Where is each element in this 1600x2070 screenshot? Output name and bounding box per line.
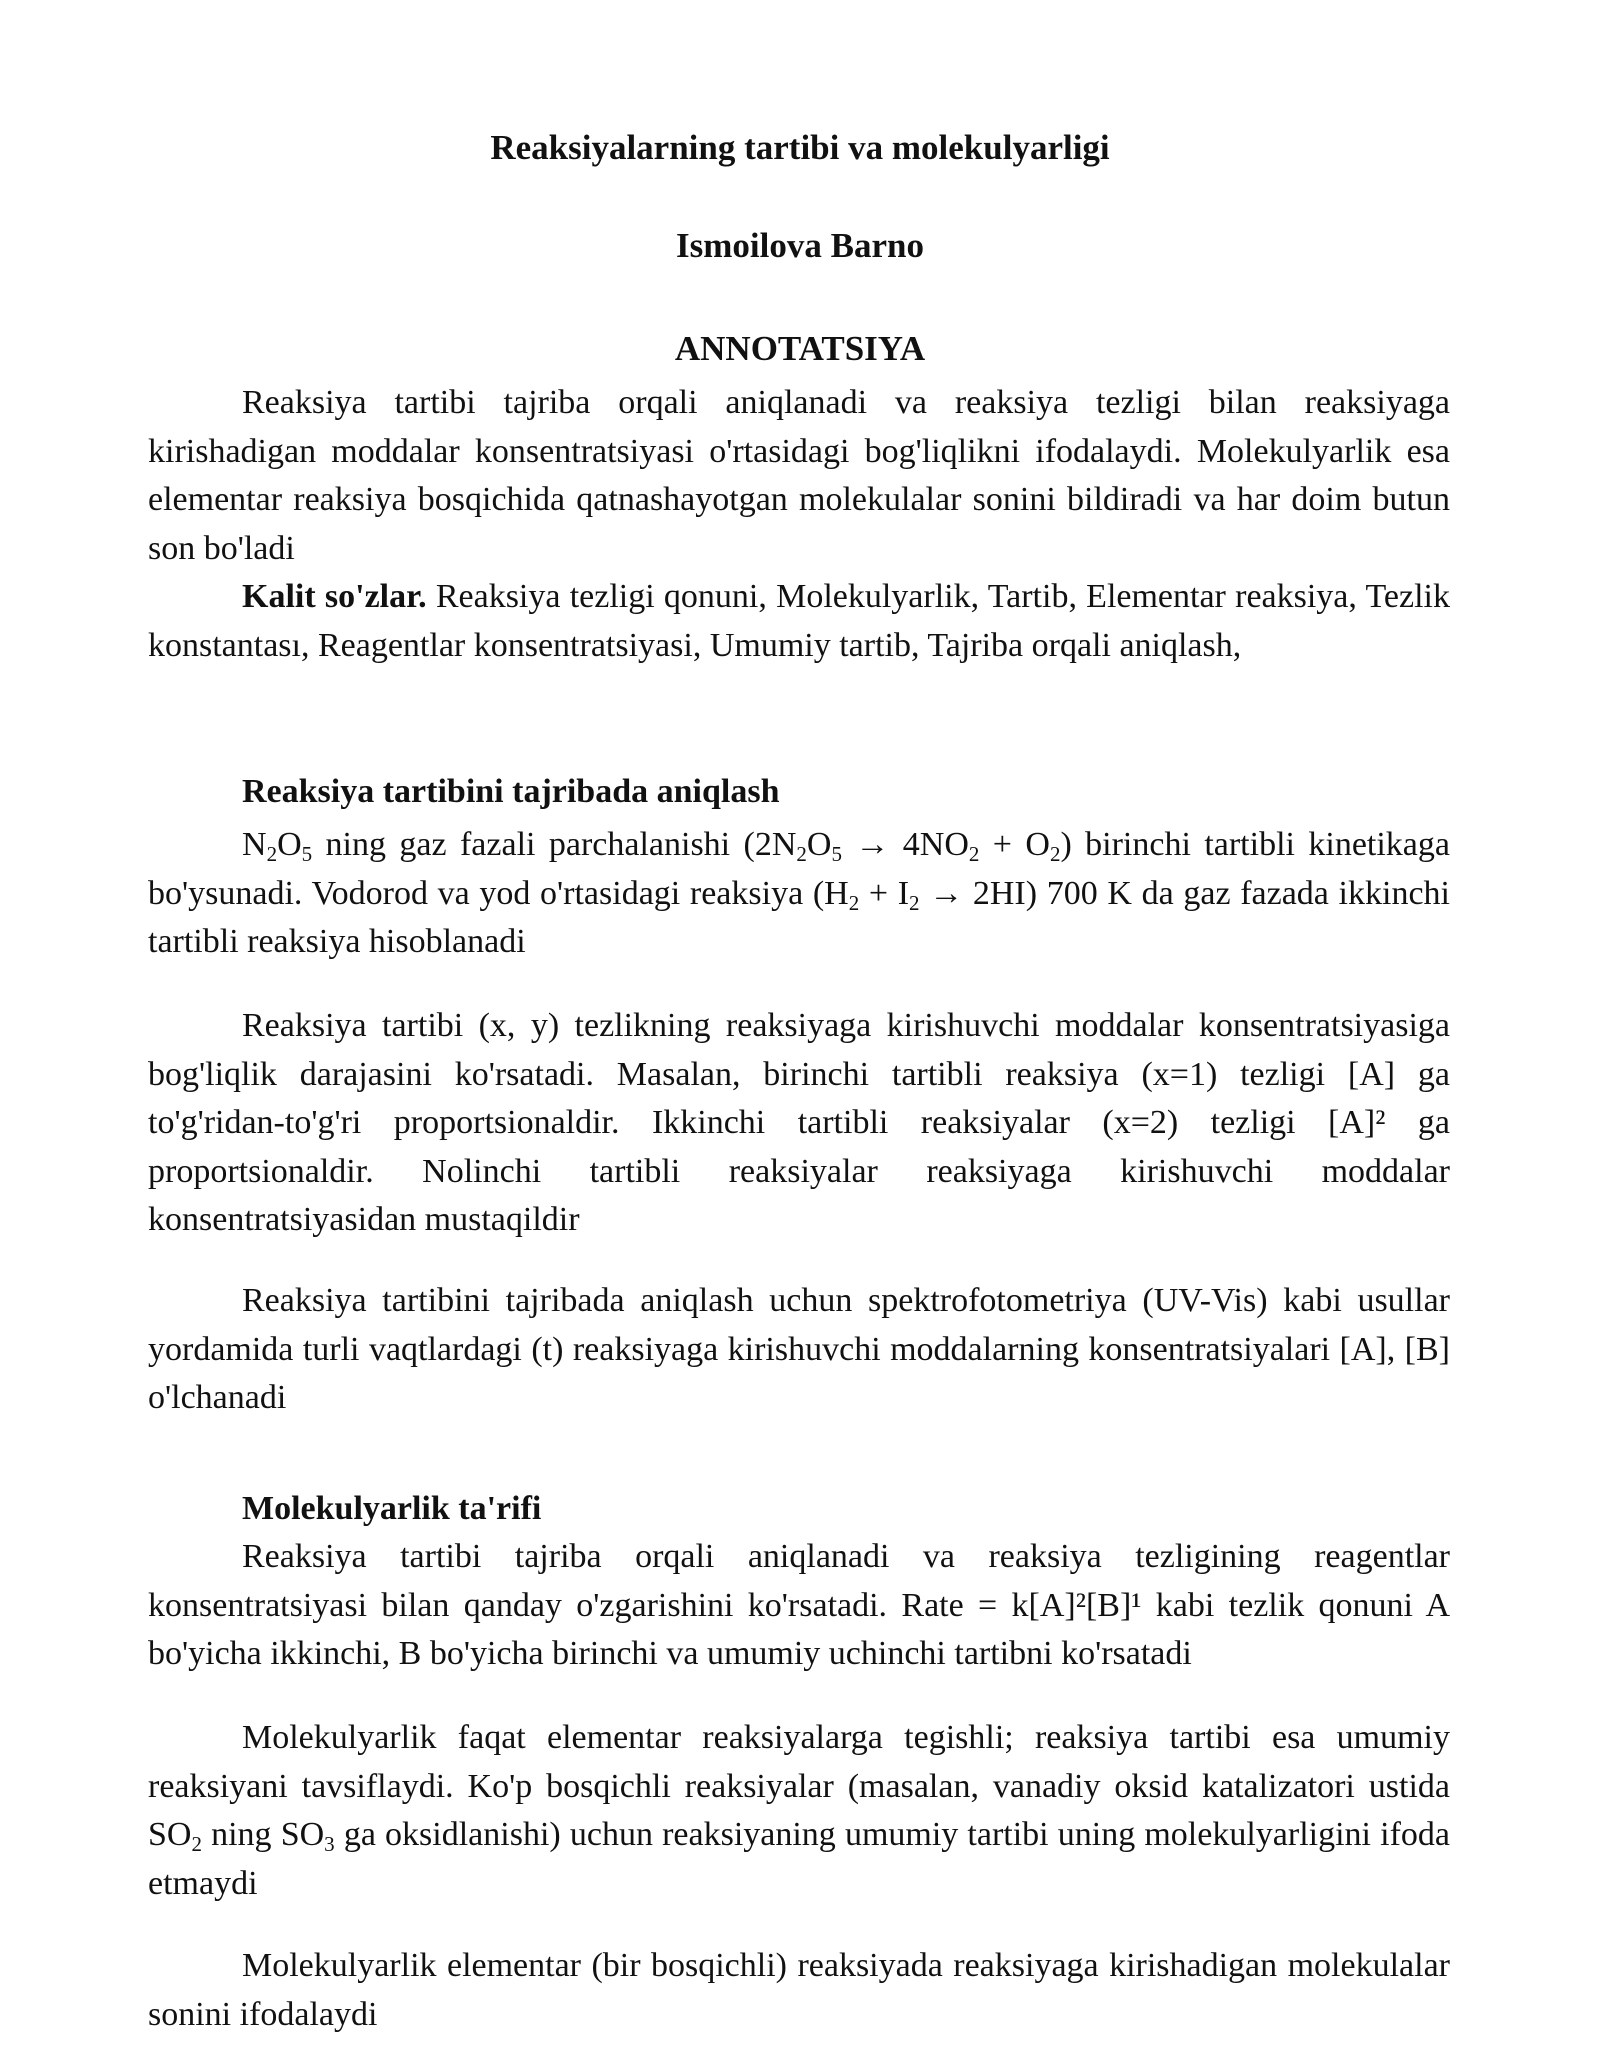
abstract-block: [148, 379, 1450, 670]
section1-paragraph-2: Reaksiya tartibi (x, y) tezlikning reaksiyaga kirishuvchi moddalar konsentratsiyasiga bog'liqlik darajasini ko'rsatadi. Masalan, birinchi tartibli reaksiya (x=1) tezligi [A] ga to'g'ridan-to'g'ri proportsionaldir. Ikkinchi tartibli reaksiyalar (x=2) tezligi [A]² ga proportsionaldir. Nolinchi tartibli reaksiyalar reaksiyaga kirishuvchi moddalar konsentratsiyasidan mustaqildir: [148, 1007, 1450, 1238]
keywords-paragraph: [148, 573, 1450, 670]
section1-heading: Reaksiya tartibini tajribada aniqlash: [242, 773, 780, 810]
keywords-label: Kalit so'zlar.: [242, 578, 427, 615]
section2-paragraph-2: Molekulyarlik faqat elementar reaksiyalarga tegishli; reaksiya tartibi esa umumiy reaksiyani tavsiflaydi. Ko'p bosqichli reaksiyalar (masalan, vanadiy oksid katalizatori ustida $SO_2$ ning $SO_3$ ga oksidlanishi) uchun reaksiyaning umumiy tartibi uning molekulyarligini ifoda etmaydi: [148, 1719, 1450, 1902]
document-title: Reaksiyalarning tartibi va molekulyarligi: [490, 128, 1110, 167]
section2-heading: Molekulyarlik ta'rifi: [242, 1490, 542, 1527]
abstract-heading: ANNOTATSIYA: [674, 329, 926, 368]
author-name: Ismoilova Barno: [676, 226, 924, 265]
section2-paragraph-1: Reaksiya tartibi tajriba orqali aniqlanadi va reaksiya tezligining reagentlar konsentratsiyasi bilan qanday o'zgarishini ko'rsatadi. Rate = k[A]²[B]¹ kabi tezlik qonuni A bo'yicha ikkinchi, B bo'yicha birinchi va umumiy uchinchi tartibni ko'rsatadi: [148, 1538, 1450, 1672]
section1-paragraph-3: Reaksiya tartibini tajribada aniqlash uchun spektrofotometriya (UV-Vis) kabi usullar yordamida turli vaqtlardagi (t) reaksiyaga kirishuvchi moddalarning konsentratsiyalari [A], [B] o'lchanadi: [148, 1282, 1450, 1416]
section1-paragraph-1: $N_2O_5$ ning gaz fazali parchalanishi $(2N_2O_5 \to 4NO_2 + O_2)$ birinchi tartibli kinetikaga bo'ysunadi. Vodorod va yod o'rtasidagi reaksiya $(H_2 + I_2 \to 2HI)$ 700 K da gaz fazada ikkinchi tartibli reaksiya hisoblanadi: [148, 826, 1450, 960]
abstract-text: Reaksiya tartibi tajriba orqali aniqlanadi va reaksiya tezligi bilan reaksiyaga kirishadigan moddalar konsentratsiyasi o'rtasidagi bog'liqlikni ifodalaydi. Molekulyarlik esa elementar reaksiya bosqichida qatnashayotgan molekulalar sonini bildiradi va har doim butun son bo'ladi: [148, 384, 1450, 567]
section2-paragraph-3: Molekulyarlik elementar (bir bosqichli) reaksiyada reaksiyaga kirishadigan molekulalar sonini ifodalaydi: [148, 1947, 1450, 2033]
keywords-text: Reaksiya tezligi qonuni, Molekulyarlik, Tartib, Elementar reaksiya, Tezlik konstantası, Reagentlar konsentratsiyasi, Umumiy tartib, Tajriba orqali aniqlash,: [148, 578, 1450, 664]
